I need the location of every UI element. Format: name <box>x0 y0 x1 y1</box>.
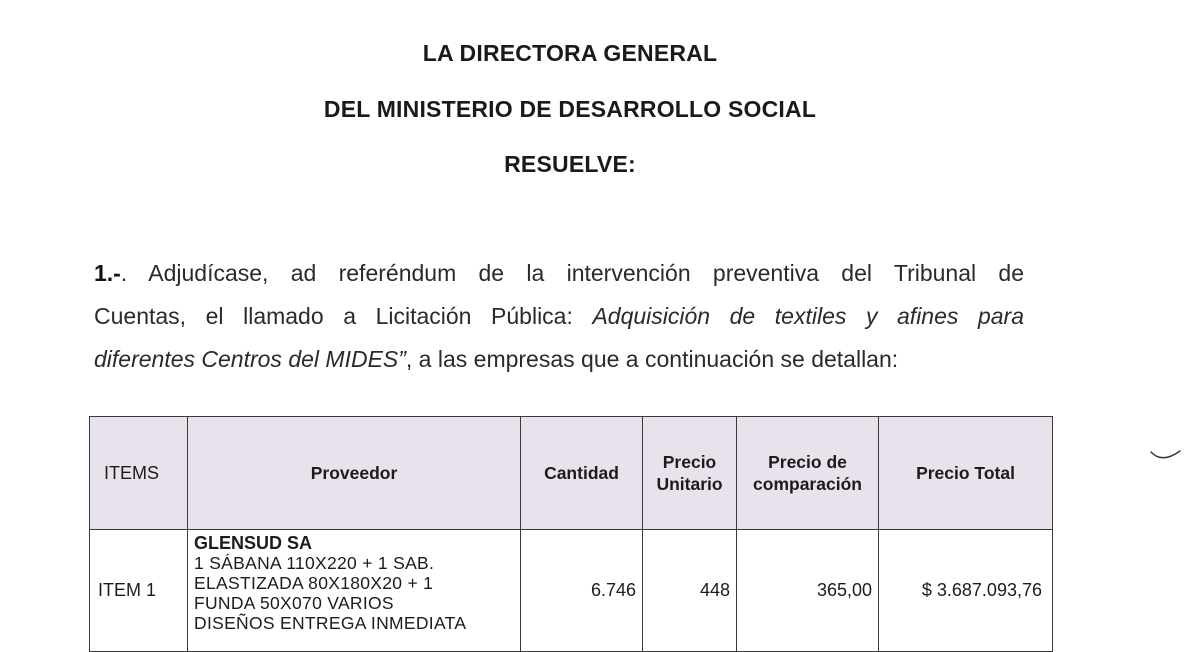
item-description-line-4: DISEÑOS ENTREGA INMEDIATA <box>194 613 467 633</box>
award-table <box>89 416 1053 652</box>
col-header-precio-comparacion <box>737 417 879 530</box>
resolution-line-2 <box>94 295 1024 338</box>
cell-proveedor <box>188 530 521 652</box>
resolution-line-1 <box>94 252 1024 295</box>
resolution-number: 1.- <box>94 260 121 286</box>
col-header-precio-comparacion-l1: Precio de <box>768 452 847 472</box>
col-header-precio-unitario-l2: Unitario <box>656 474 723 494</box>
pen-mark-icon <box>1150 446 1182 466</box>
table-header-row <box>90 417 1053 530</box>
resolution-paragraph <box>94 252 1024 381</box>
col-header-precio-total: Precio Total <box>879 417 1053 530</box>
cell-precio-total: $ 3.687.093,76 <box>879 530 1053 652</box>
col-header-precio-unitario-l1: Precio <box>662 452 717 472</box>
col-header-precio-unitario <box>643 417 737 530</box>
cell-cantidad: 6.746 <box>521 530 643 652</box>
table-row <box>90 530 1053 652</box>
heading-ministry: DEL MINISTERIO DE DESARROLLO SOCIAL <box>323 96 817 122</box>
resolution-line-3 <box>94 338 1024 381</box>
resolution-text-1: . Adjudícase, ad referéndum de la intervención preventiva del Tribunal de <box>120 260 1024 286</box>
resolution-text-2: Cuentas, el llamado a Licitación Pública: <box>94 303 593 329</box>
col-header-items: ITEMS <box>90 417 188 530</box>
resolution-text-3: , a las empresas que a continuación se detallan: <box>405 346 899 372</box>
item-description-line-3: FUNDA 50X070 VARIOS <box>194 593 394 613</box>
cell-precio-unitario: 448 <box>643 530 737 652</box>
col-header-cantidad: Cantidad <box>521 417 643 530</box>
cell-item: ITEM 1 <box>90 530 188 652</box>
heading-resolve: RESUELVE: <box>504 151 636 177</box>
col-header-precio-comparacion-l2: comparación <box>753 474 862 494</box>
item-description-line-1: 1 SÁBANA 110X220 + 1 SAB. <box>194 553 435 573</box>
resolution-title-part-1: Adquisición de textiles y afines para <box>592 303 1024 329</box>
item-description-line-2: ELASTIZADA 80X180X20 + 1 <box>194 573 434 593</box>
supplier-name: GLENSUD SA <box>194 533 313 553</box>
col-header-proveedor: Proveedor <box>188 417 521 530</box>
resolution-title-part-2: diferentes Centros del MIDES” <box>94 346 406 372</box>
heading-director: LA DIRECTORA GENERAL <box>422 40 718 66</box>
cell-precio-comparacion: 365,00 <box>737 530 879 652</box>
